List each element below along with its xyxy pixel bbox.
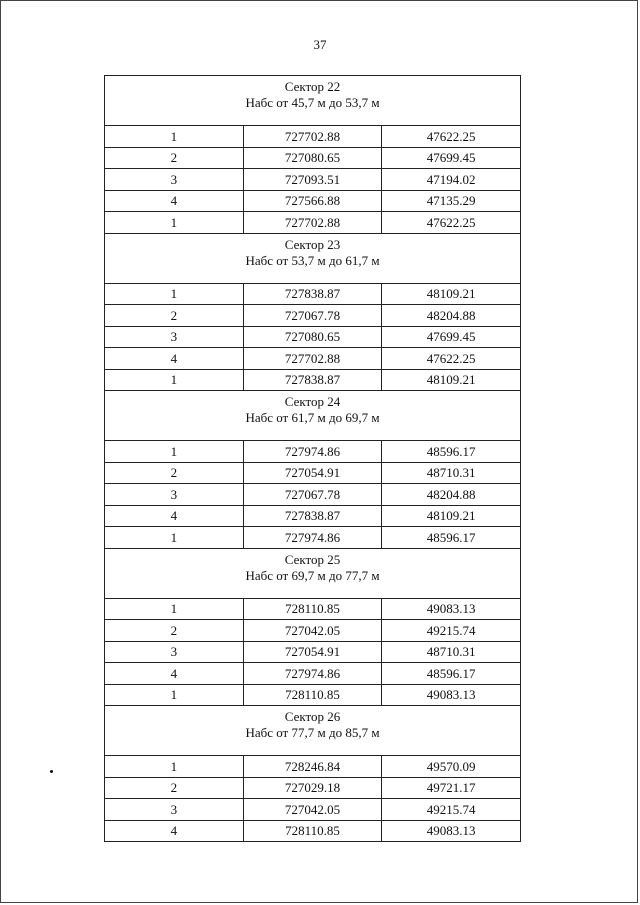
y-coordinate-cell: 48204.88 (382, 305, 521, 327)
sector-header-row (105, 706, 521, 756)
point-number-cell: 1 (105, 369, 244, 391)
sector-header-cell (105, 548, 521, 598)
point-number-cell: 2 (105, 305, 244, 327)
coordinate-row (105, 326, 521, 348)
point-number-cell: 1 (105, 283, 244, 305)
y-coordinate-cell: 49215.74 (382, 799, 521, 821)
y-coordinate-cell: 47622.25 (382, 212, 521, 234)
sector-header-cell (105, 391, 521, 441)
coordinate-row (105, 484, 521, 506)
coordinate-row (105, 283, 521, 305)
sector-header-cell (105, 706, 521, 756)
x-coordinate-cell: 727080.65 (243, 147, 382, 169)
x-coordinate-cell: 727838.87 (243, 505, 382, 527)
coordinate-row (105, 620, 521, 642)
coordinate-row (105, 527, 521, 549)
coordinate-row (105, 126, 521, 148)
x-coordinate-cell: 727838.87 (243, 283, 382, 305)
y-coordinate-cell: 47194.02 (382, 169, 521, 191)
sector-title: Сектор 26 (284, 709, 341, 724)
coordinate-row (105, 369, 521, 391)
y-coordinate-cell: 49215.74 (382, 620, 521, 642)
point-number-cell: 1 (105, 441, 244, 463)
coordinates-table (104, 75, 521, 842)
x-coordinate-cell: 727974.86 (243, 527, 382, 549)
coordinate-row (105, 505, 521, 527)
point-number-cell: 1 (105, 684, 244, 706)
point-number-cell: 3 (105, 799, 244, 821)
y-coordinate-cell: 48710.31 (382, 641, 521, 663)
coordinate-row (105, 663, 521, 685)
x-coordinate-cell: 727067.78 (243, 305, 382, 327)
x-coordinate-cell: 727054.91 (243, 462, 382, 484)
x-coordinate-cell: 728110.85 (243, 684, 382, 706)
y-coordinate-cell: 48596.17 (382, 441, 521, 463)
point-number-cell: 4 (105, 505, 244, 527)
scan-dot (50, 770, 53, 773)
y-coordinate-cell: 48109.21 (382, 369, 521, 391)
x-coordinate-cell: 727566.88 (243, 190, 382, 212)
point-number-cell: 3 (105, 484, 244, 506)
point-number-cell: 1 (105, 527, 244, 549)
coordinate-row (105, 641, 521, 663)
sector-height-range: Набс от 77,7 м до 85,7 м (245, 725, 380, 740)
x-coordinate-cell: 728110.85 (243, 820, 382, 842)
x-coordinate-cell: 728246.84 (243, 756, 382, 778)
sector-height-range: Набс от 45,7 м до 53,7 м (245, 95, 380, 110)
y-coordinate-cell: 48596.17 (382, 663, 521, 685)
y-coordinate-cell: 49721.17 (382, 777, 521, 799)
point-number-cell: 1 (105, 598, 244, 620)
x-coordinate-cell: 727093.51 (243, 169, 382, 191)
coordinates-table-body (105, 76, 521, 842)
sector-header-cell (105, 76, 521, 126)
x-coordinate-cell: 727080.65 (243, 326, 382, 348)
sector-header-row (105, 76, 521, 126)
point-number-cell: 2 (105, 147, 244, 169)
sector-height-range: Набс от 61,7 м до 69,7 м (245, 410, 380, 425)
coordinate-row (105, 777, 521, 799)
point-number-cell: 4 (105, 663, 244, 685)
sector-header-cell (105, 233, 521, 283)
coordinate-row (105, 348, 521, 370)
point-number-cell: 2 (105, 462, 244, 484)
x-coordinate-cell: 727702.88 (243, 212, 382, 234)
point-number-cell: 1 (105, 126, 244, 148)
coordinate-row (105, 820, 521, 842)
x-coordinate-cell: 727042.05 (243, 799, 382, 821)
coordinate-row (105, 598, 521, 620)
point-number-cell: 2 (105, 777, 244, 799)
x-coordinate-cell: 727974.86 (243, 441, 382, 463)
point-number-cell: 3 (105, 326, 244, 348)
x-coordinate-cell: 727029.18 (243, 777, 382, 799)
y-coordinate-cell: 47622.25 (382, 348, 521, 370)
page-number: 37 (313, 37, 327, 52)
coordinate-row (105, 305, 521, 327)
coordinate-row (105, 441, 521, 463)
y-coordinate-cell: 47699.45 (382, 147, 521, 169)
coordinate-row (105, 147, 521, 169)
y-coordinate-cell: 48596.17 (382, 527, 521, 549)
y-coordinate-cell: 47135.29 (382, 190, 521, 212)
sector-title: Сектор 22 (284, 79, 341, 94)
x-coordinate-cell: 727974.86 (243, 663, 382, 685)
point-number-cell: 4 (105, 820, 244, 842)
sector-height-range: Набс от 53,7 м до 61,7 м (245, 252, 380, 268)
coordinate-row (105, 212, 521, 234)
y-coordinate-cell: 48109.21 (382, 505, 521, 527)
y-coordinate-cell: 49570.09 (382, 756, 521, 778)
point-number-cell: 1 (105, 756, 244, 778)
coordinate-row (105, 462, 521, 484)
coordinate-row (105, 684, 521, 706)
x-coordinate-cell: 727702.88 (243, 126, 382, 148)
y-coordinate-cell: 48710.31 (382, 462, 521, 484)
y-coordinate-cell: 48204.88 (382, 484, 521, 506)
coordinate-row (105, 756, 521, 778)
coordinate-row (105, 190, 521, 212)
x-coordinate-cell: 727054.91 (243, 641, 382, 663)
x-coordinate-cell: 727838.87 (243, 369, 382, 391)
x-coordinate-cell: 728110.85 (243, 598, 382, 620)
point-number-cell: 2 (105, 620, 244, 642)
sector-title: Сектор 23 (284, 236, 341, 252)
sector-header-row (105, 233, 521, 283)
sector-header-row (105, 391, 521, 441)
y-coordinate-cell: 49083.13 (382, 598, 521, 620)
sector-title: Сектор 25 (284, 551, 341, 567)
point-number-cell: 1 (105, 212, 244, 234)
coordinate-row (105, 169, 521, 191)
sector-title: Сектор 24 (284, 394, 341, 409)
y-coordinate-cell: 47699.45 (382, 326, 521, 348)
coordinate-row (105, 799, 521, 821)
x-coordinate-cell: 727042.05 (243, 620, 382, 642)
point-number-cell: 4 (105, 190, 244, 212)
x-coordinate-cell: 727067.78 (243, 484, 382, 506)
y-coordinate-cell: 48109.21 (382, 283, 521, 305)
y-coordinate-cell: 49083.13 (382, 820, 521, 842)
x-coordinate-cell: 727702.88 (243, 348, 382, 370)
sector-height-range: Набс от 69,7 м до 77,7 м (245, 567, 380, 583)
point-number-cell: 3 (105, 641, 244, 663)
point-number-cell: 3 (105, 169, 244, 191)
y-coordinate-cell: 47622.25 (382, 126, 521, 148)
sector-header-row (105, 548, 521, 598)
point-number-cell: 4 (105, 348, 244, 370)
y-coordinate-cell: 49083.13 (382, 684, 521, 706)
